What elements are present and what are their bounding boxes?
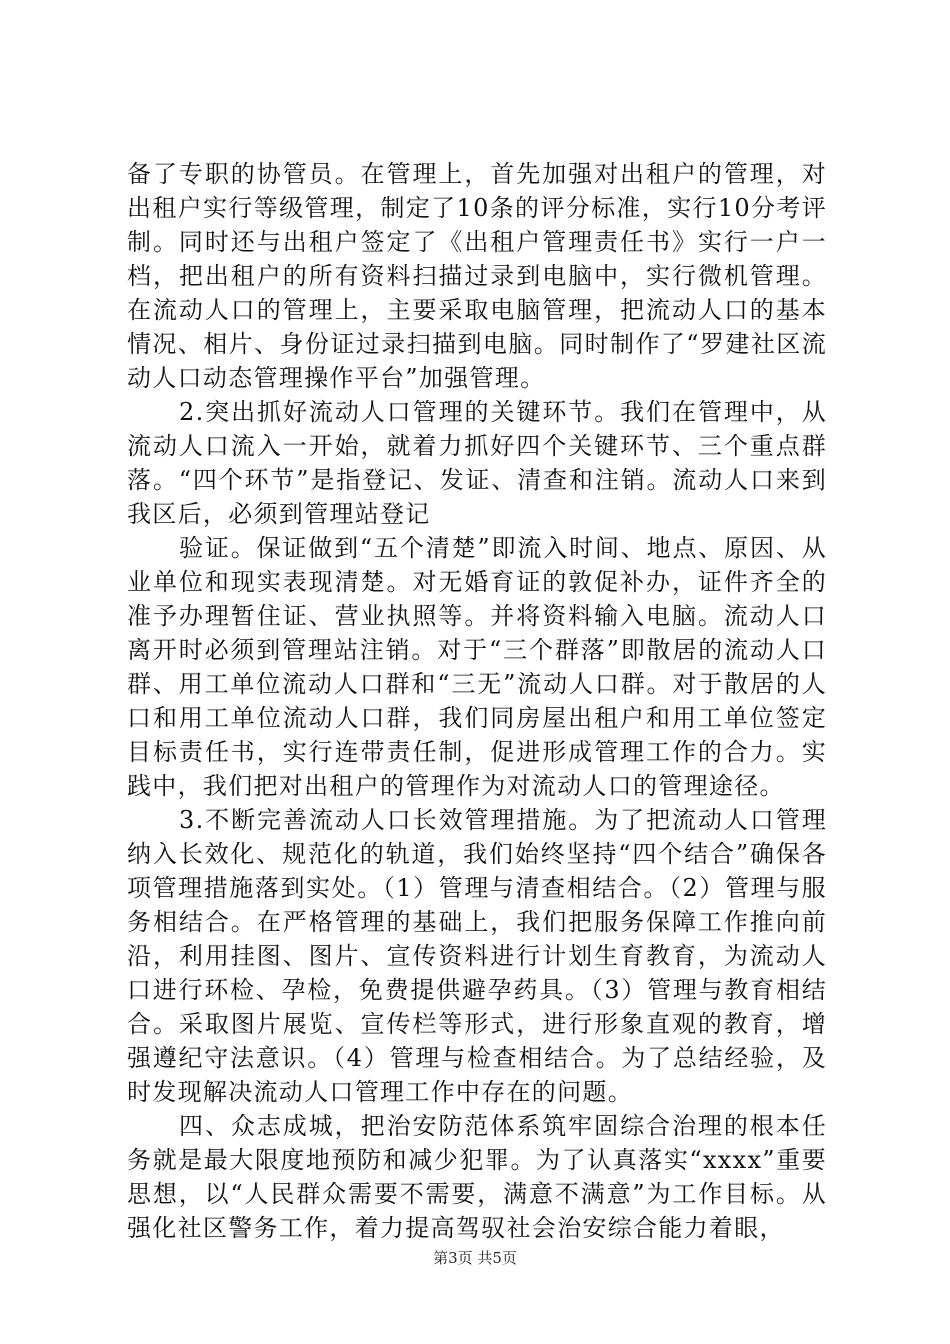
paragraph-5: 四、众志成城，把治安防范体系筑牢固综合治理的根本任务就是最大限度地预防和减少犯罪。为了认真落实“xxxx”重要思想，以“人民群众需要不需要，满意不满意”为工作目标。从强化社区警务工作，着力提高驾驭社会治安综合能力着眼，	[127, 1112, 827, 1242]
paragraph-1: 备了专职的协管员。在管理上，首先加强对出租户的管理，对出租户实行等级管理，制定了10条的评分标准，实行10分考评制。同时还与出租户签定了《出租户管理责任书》实行一户一档，把出租户的所有资料扫描过录到电脑中，实行微机管理。在流动人口的管理上，主要采取电脑管理，把流动人口的基本情况、相片、身份证过录扫描到电脑。同时制作了“罗建社区流动人口动态管理操作平台”加强管理。	[127, 160, 827, 392]
paragraph-2: 2.突出抓好流动人口管理的关键环节。我们在管理中，从流动人口流入一开始，就着力抓好四个关键环节、三个重点群落。“四个环节”是指登记、发证、清查和注销。流动人口来到我区后，必须到管理站登记	[127, 398, 827, 528]
paragraph-4: 3.不断完善流动人口长效管理措施。为了把流动人口管理纳入长效化、规范化的轨道，我们始终坚持“四个结合”确保各项管理措施落到实处。（1）管理与清查相结合。（2）管理与服务相结合。在严格管理的基础上，我们把服务保障工作推向前沿，利用挂图、图片、宣传资料进行计划生育教育，为流动人口进行环检、孕检，免费提供避孕药具。（3）管理与教育相结合。采取图片展览、宣传栏等形式，进行形象直观的教育，增强遵纪守法意识。（4）管理与检查相结合。为了总结经验，及时发现解决流动人口管理工作中存在的问题。	[127, 806, 827, 1106]
document-body	[127, 157, 827, 1245]
paragraph-3: 验证。保证做到“五个清楚”即流入时间、地点、原因、从业单位和现实表现清楚。对无婚育证的敦促补办，证件齐全的准予办理暂住证、营业执照等。并将资料输入电脑。流动人口离开时必须到管理站注销。对于“三个群落”即散居的流动人口群、用工单位流动人口群和“三无”流动人口群。对于散居的人口和用工单位流动人口群，我们同房屋出租户和用工单位签定目标责任书，实行连带责任制，促进形成管理工作的合力。实践中，我们把对出租户的管理作为对流动人口的管理途径。	[127, 534, 827, 800]
page-number-footer: 第3页 共5页	[433, 1249, 517, 1267]
